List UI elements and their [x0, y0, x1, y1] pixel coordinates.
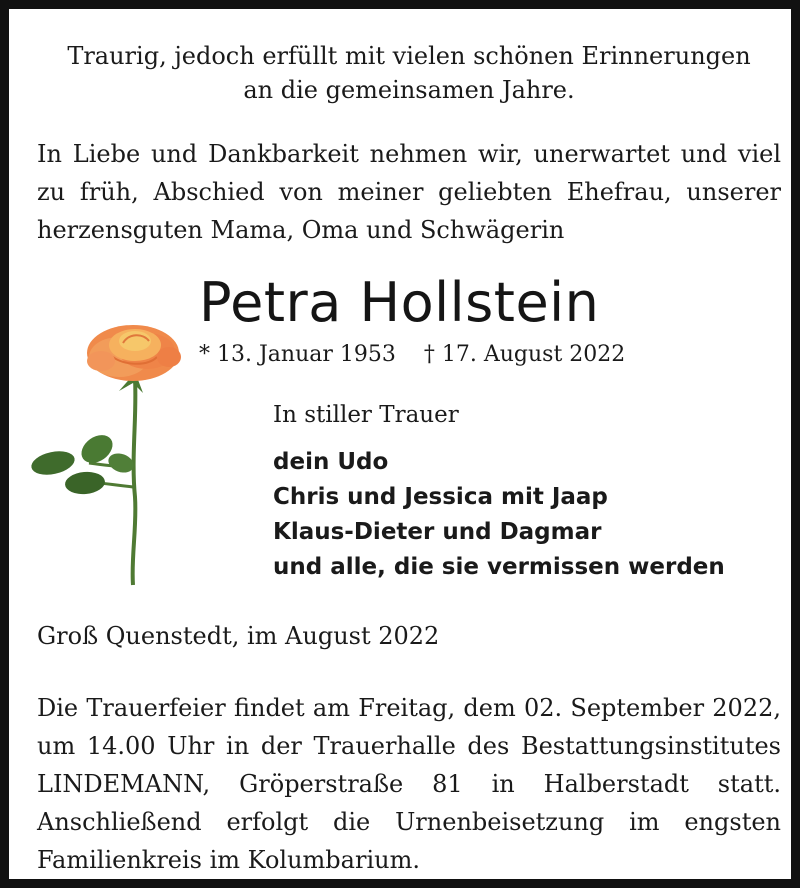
rose-icon [23, 317, 193, 591]
ceremony-line-5: Familienkreis im Kolumbarium. [37, 846, 420, 874]
birth-date: * 13. Januar 1953 [199, 342, 396, 367]
mourner-name: Klaus-Dieter und Dagmar [273, 519, 602, 545]
deceased-name: Petra Hollstein [199, 271, 600, 334]
ceremony-paragraph [37, 689, 781, 879]
farewell-paragraph [37, 135, 781, 249]
place-and-date: Groß Quenstedt, im August 2022 [37, 622, 440, 650]
ceremony-line-4: Anschließend erfolgt die Urnenbeisetzung im engsten [37, 808, 781, 836]
ceremony-line-3: LINDEMANN, Gröperstraße 81 in Halberstadt statt. [37, 770, 781, 798]
farewell-line-3: herzensguten Mama, Oma und Schwägerin [37, 216, 565, 244]
intro-text [9, 39, 800, 107]
intro-line-1: Traurig, jedoch erfüllt mit vielen schönen Erinnerungen [67, 42, 751, 70]
mourner-name: und alle, die sie vermissen werden [273, 554, 725, 580]
ceremony-line-1: Die Trauerfeier findet am Freitag, dem 02. September 2022, [37, 694, 781, 722]
mourners-list [273, 445, 725, 585]
farewell-line-2: zu früh, Abschied von meiner geliebten Ehefrau, unserer [37, 178, 781, 206]
intro-line-2: an die gemeinsamen Jahre. [243, 76, 575, 104]
ceremony-line-2: um 14.00 Uhr in der Trauerhalle des Bestattungsinstitutes [37, 732, 781, 760]
mourning-heading: In stiller Trauer [273, 402, 459, 428]
mourner-name: Chris und Jessica mit Jaap [273, 484, 608, 510]
farewell-line-1: In Liebe und Dankbarkeit nehmen wir, unerwartet und viel [37, 140, 781, 168]
life-dates [199, 342, 625, 367]
mourner-name: dein Udo [273, 449, 389, 475]
death-date: † 17. August 2022 [423, 342, 626, 367]
